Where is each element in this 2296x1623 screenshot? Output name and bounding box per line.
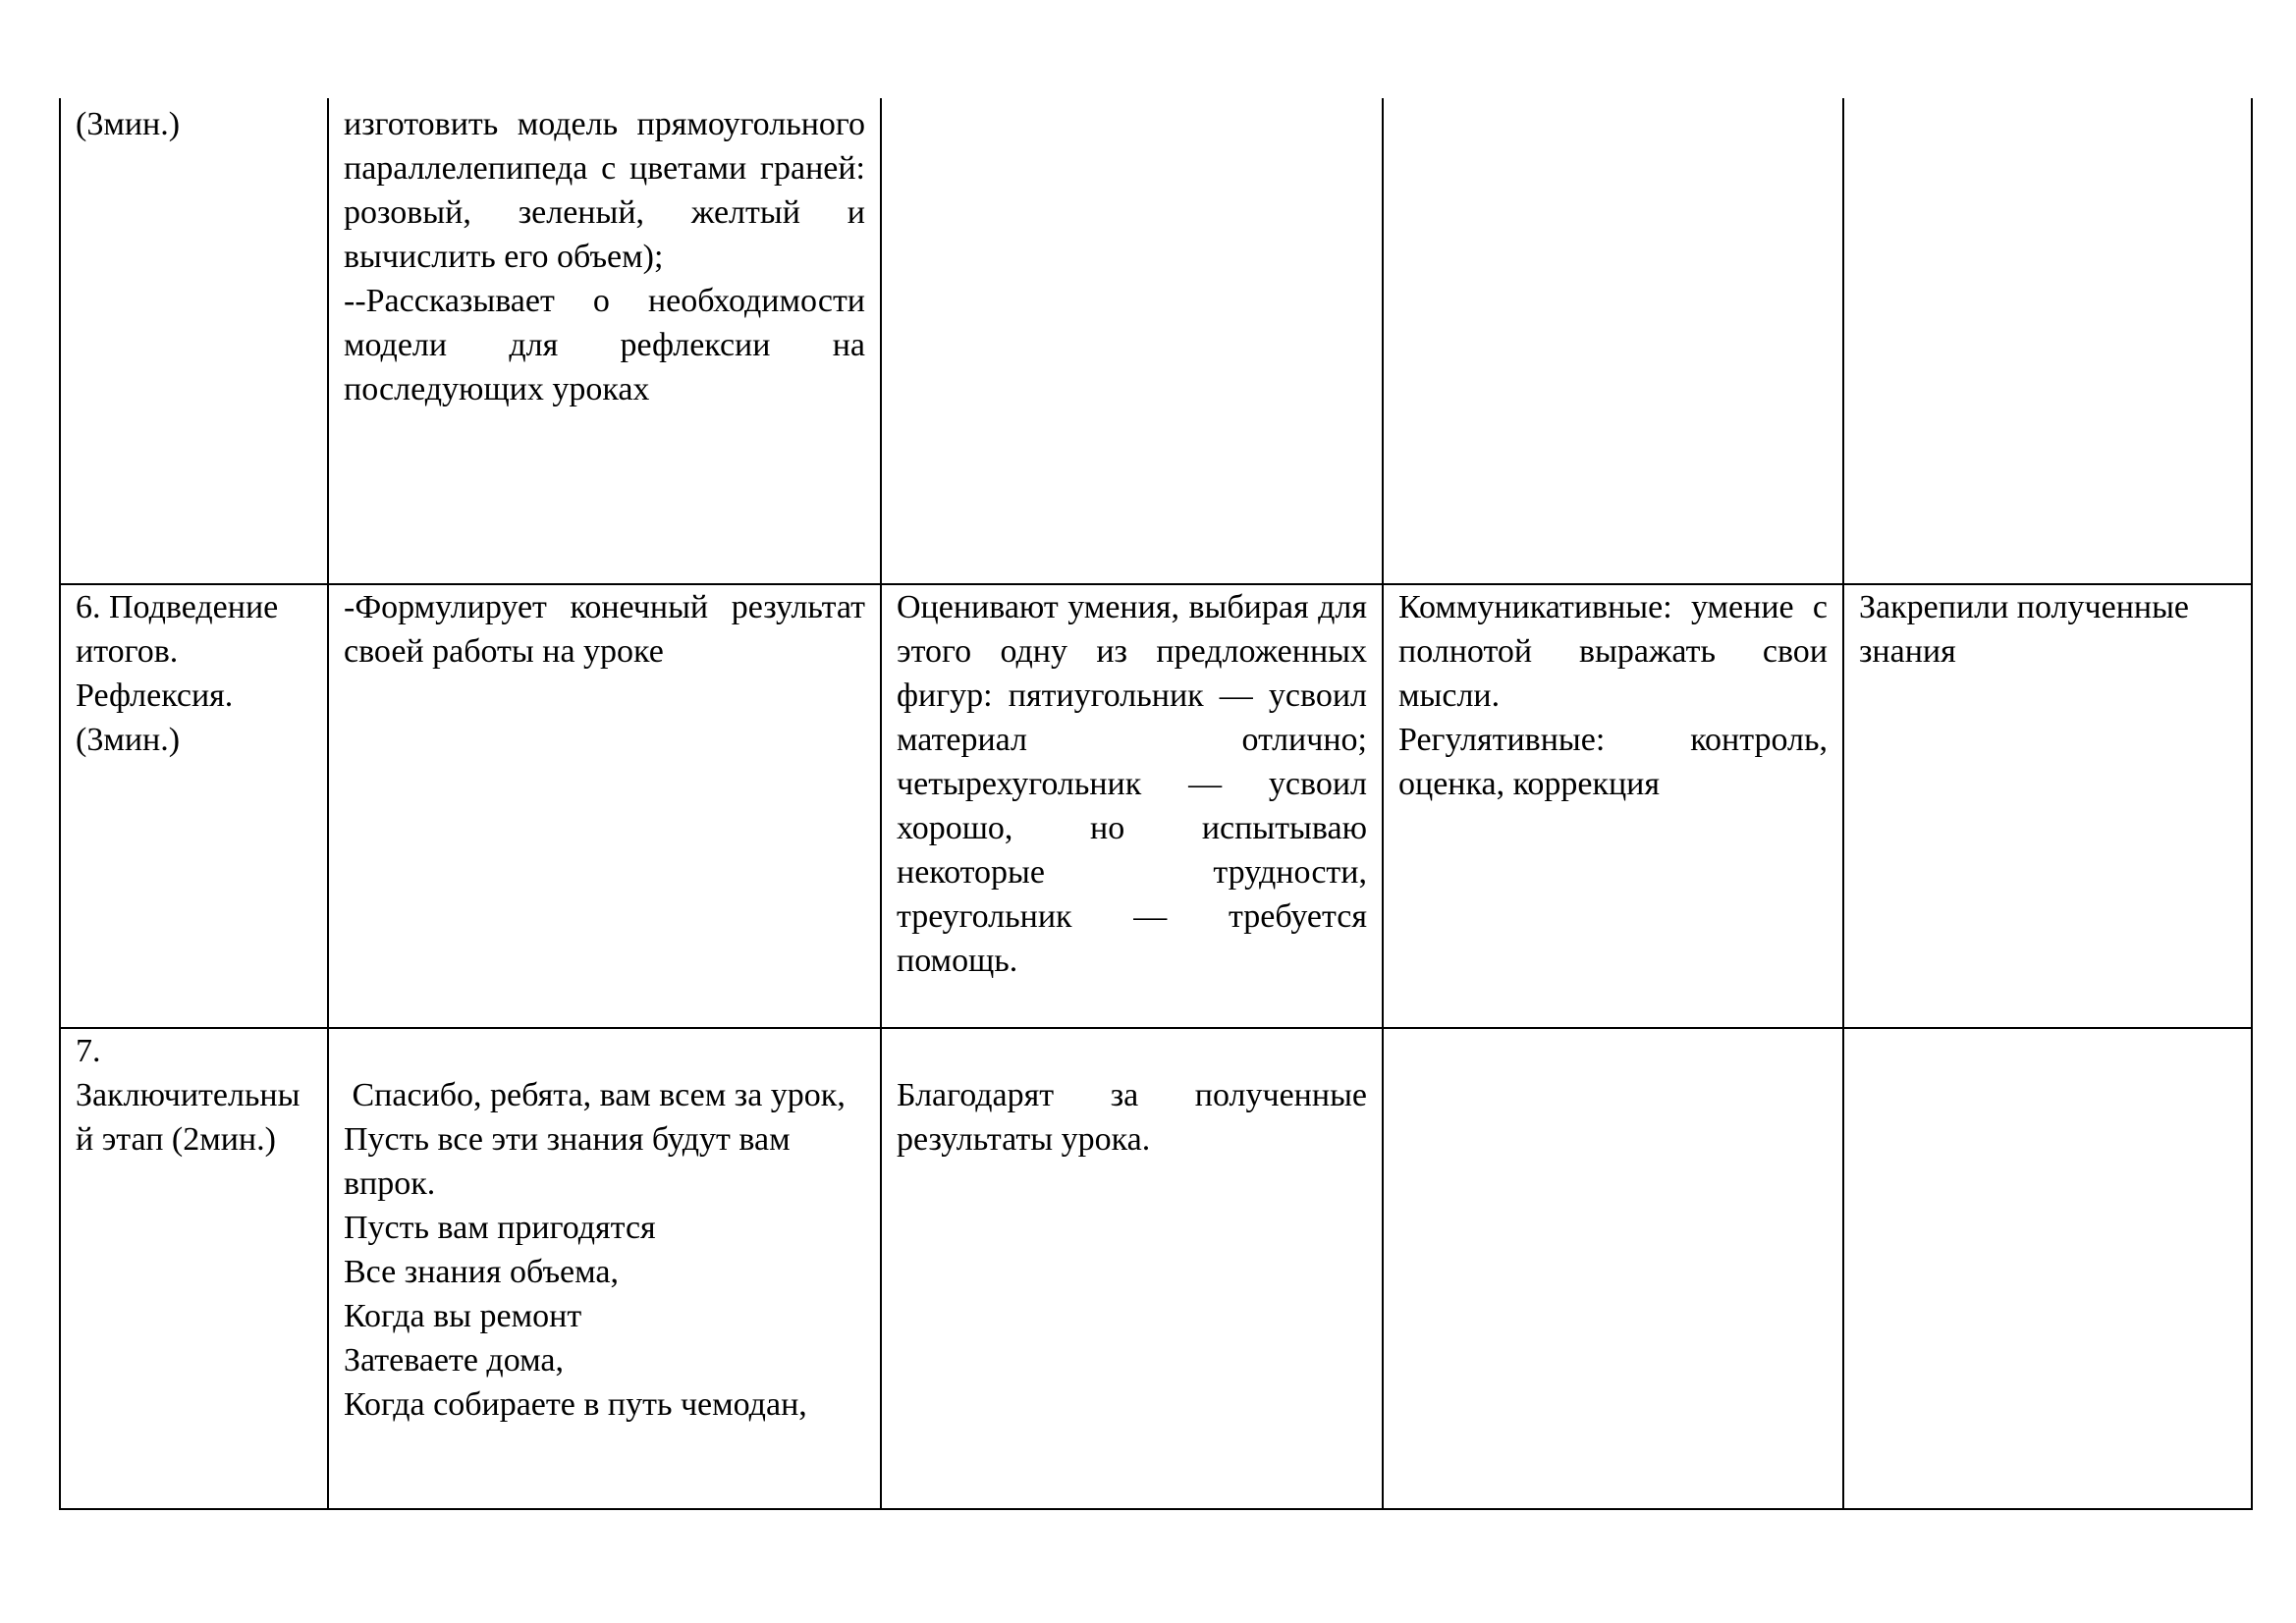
poem-line: Спасибо, ребята, вам всем за урок, <box>344 1077 846 1113</box>
student-activity-cell <box>881 584 1383 1028</box>
lesson-plan-table <box>59 98 2253 1510</box>
poem-line: Когда вы ремонт <box>344 1298 582 1334</box>
student-paragraph: Благодарят за полученные результаты урока. <box>897 1077 1367 1158</box>
stage-cell <box>60 584 328 1028</box>
poem-line: Когда собираете в путь чемодан, <box>344 1386 807 1423</box>
stage-cell <box>60 1028 328 1509</box>
teacher-activity-cell <box>328 1028 881 1509</box>
stage-text: 7. Заключительный этап (2мин.) <box>76 1033 301 1158</box>
stage-cell <box>60 98 328 584</box>
stage-text: 6. Подведение итогов. Рефлексия. (3мин.) <box>76 589 279 758</box>
student-paragraph: Оценивают умения, выбирая для этого одну из предложенных фигур: пятиугольник — усвоил материал отлично; четырехугольник — усвоил хорошо, но испытываю некоторые трудности, треугольник — требуется помощь. <box>897 589 1367 979</box>
poem-line: Все знания объема, <box>344 1254 620 1290</box>
teacher-activity-cell <box>328 584 881 1028</box>
uud-cell <box>1383 1028 1843 1509</box>
poem-line: Затеваете дома, <box>344 1342 564 1379</box>
uud-cell <box>1383 584 1843 1028</box>
teacher-paragraph: --Рассказывает о необходимости модели для рефлексии на последующих уроках <box>344 283 865 407</box>
student-activity-cell <box>881 1028 1383 1509</box>
teacher-paragraph: -Формулирует конечный результат своей работы на уроке <box>344 589 865 670</box>
result-cell <box>1843 98 2252 584</box>
student-activity-cell <box>881 98 1383 584</box>
result-cell <box>1843 584 2252 1028</box>
table-row <box>60 584 2252 1028</box>
poem-line: Пусть вам пригодятся <box>344 1210 656 1246</box>
table-row <box>60 1028 2252 1509</box>
uud-paragraph: Регулятивные: контроль, оценка, коррекция <box>1398 722 1828 802</box>
result-paragraph: Закрепили полученные знания <box>1859 589 2190 670</box>
teacher-activity-cell <box>328 98 881 584</box>
uud-paragraph: Коммуникативные: умение с полнотой выражать свои мысли. <box>1398 589 1828 714</box>
uud-cell <box>1383 98 1843 584</box>
table-row <box>60 98 2252 584</box>
stage-text: (3мин.) <box>76 106 181 142</box>
result-cell <box>1843 1028 2252 1509</box>
teacher-paragraph: изготовить модель прямоугольного параллелепипеда с цветами граней: розовый, зеленый, желтый и вычислить его объем); <box>344 106 865 275</box>
poem-line: Пусть все эти знания будут вам впрок. <box>344 1121 791 1202</box>
